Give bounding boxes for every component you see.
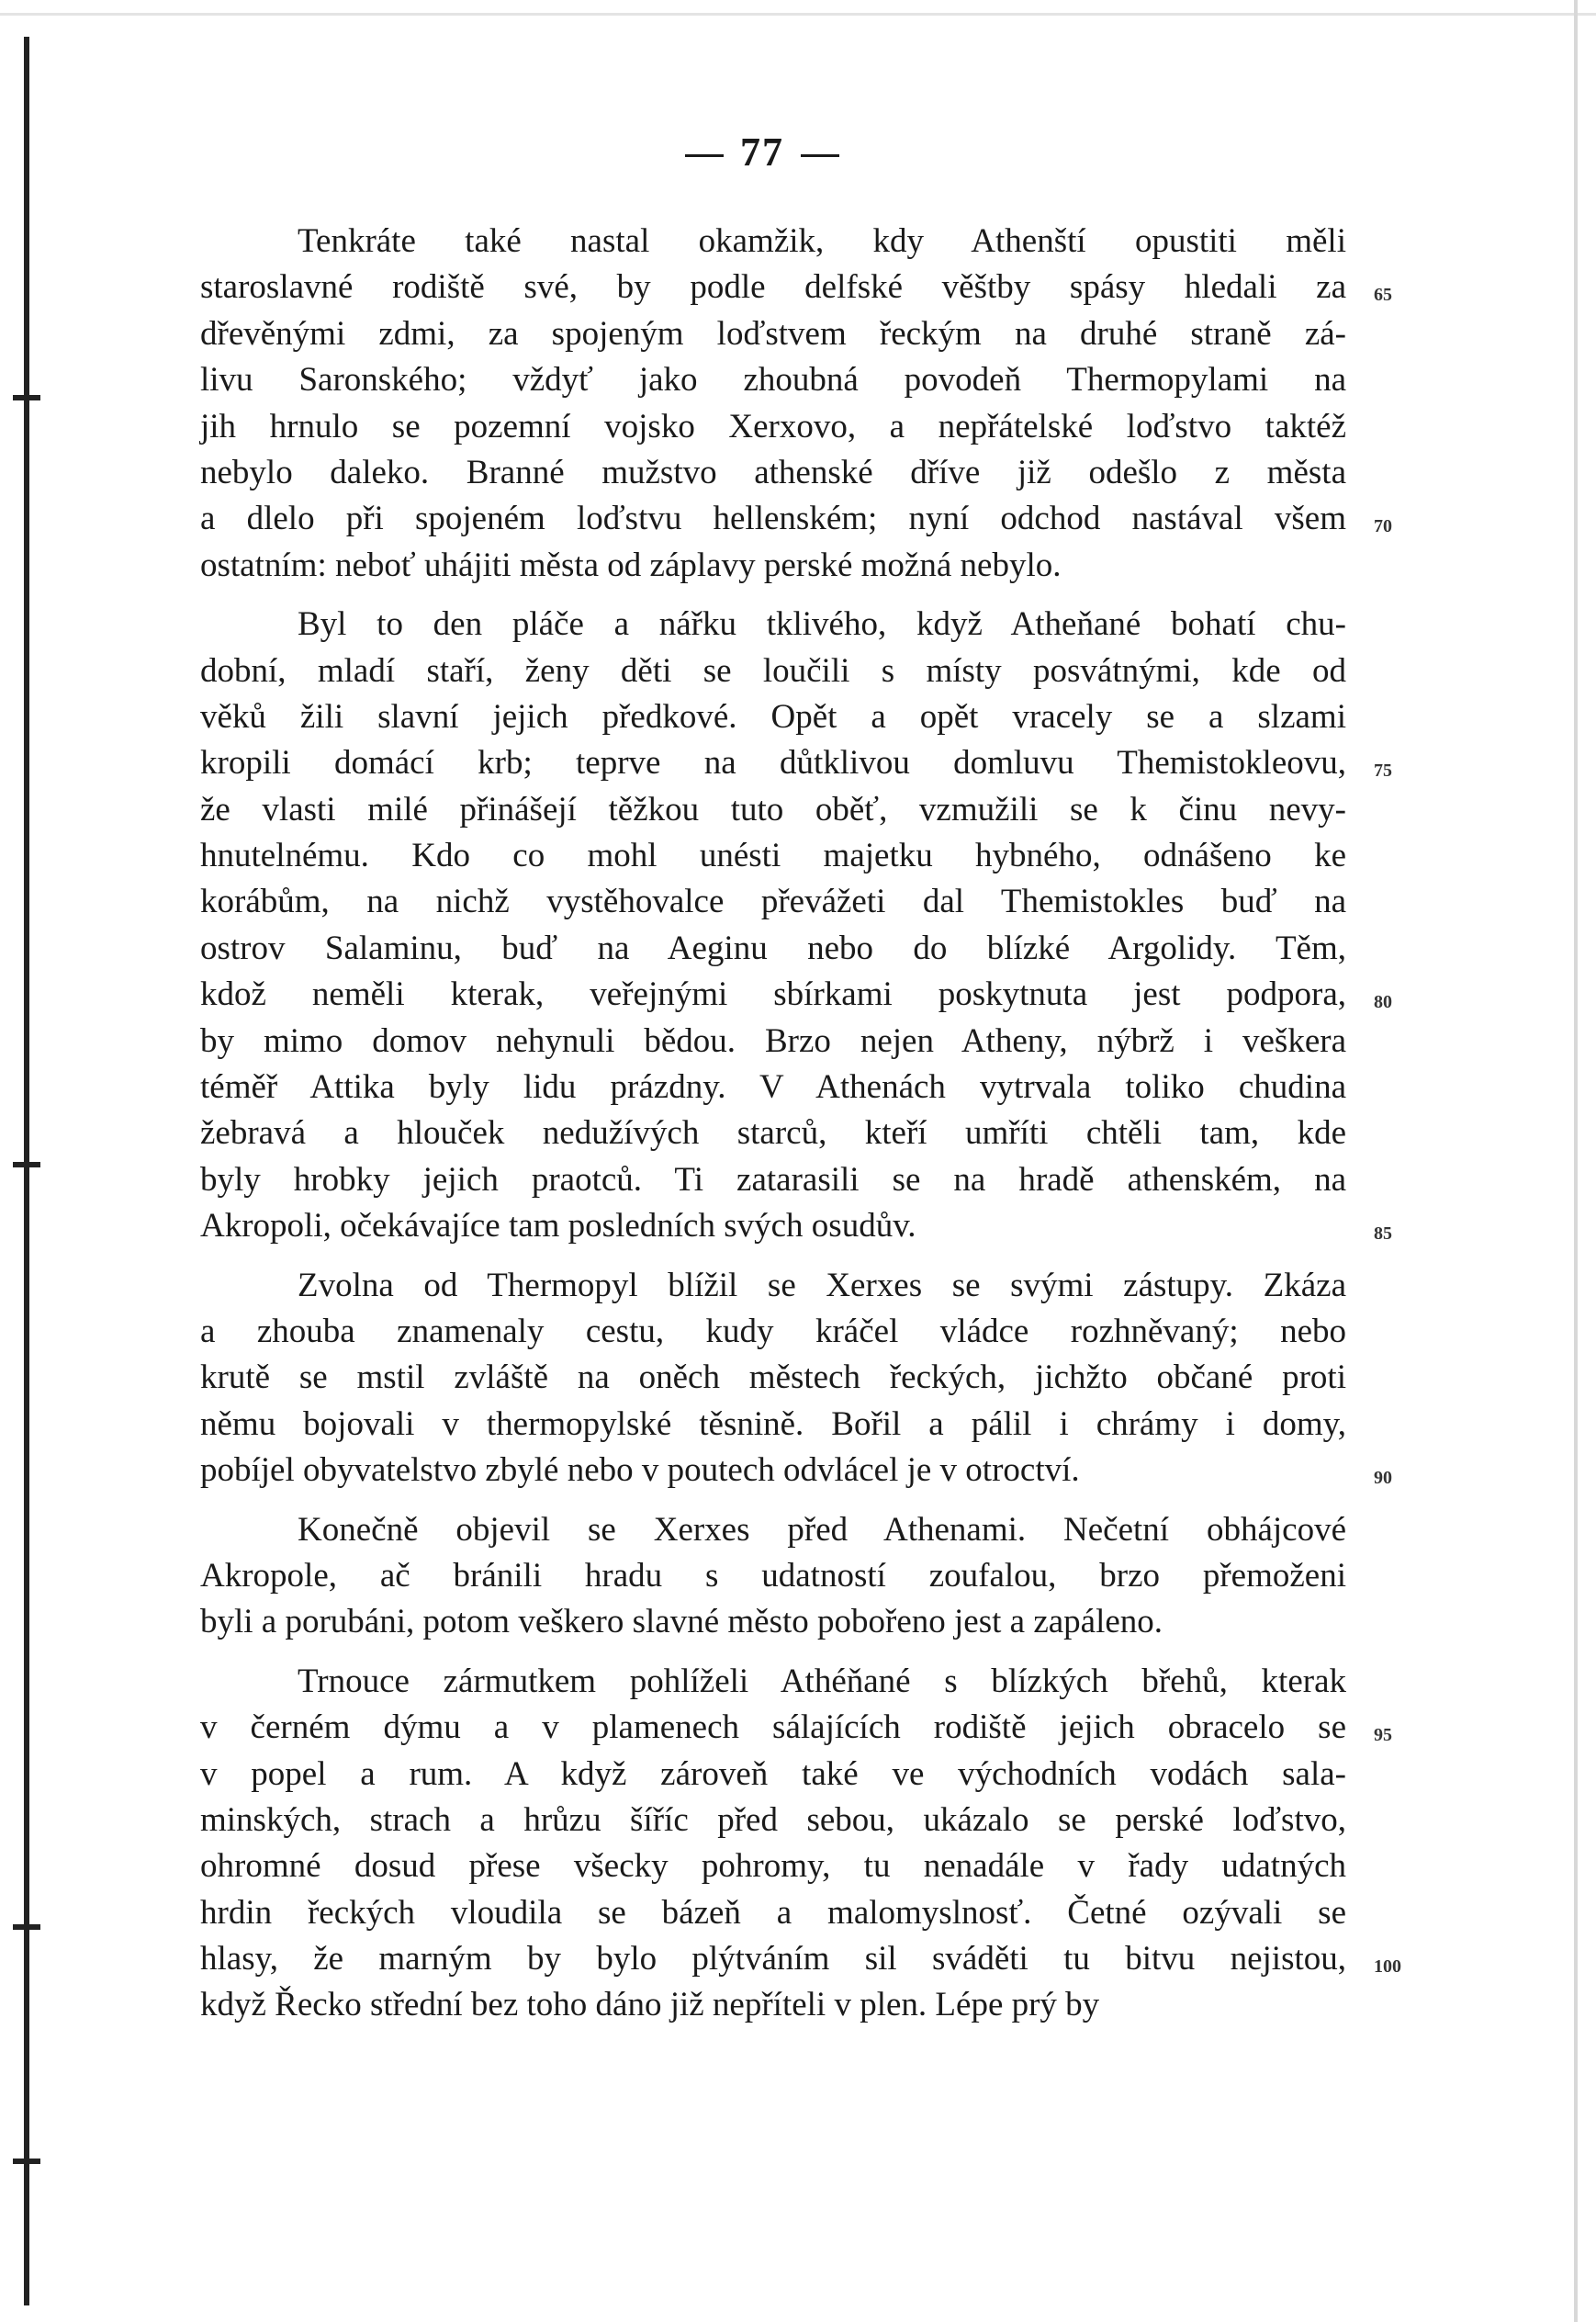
text-line — [200, 1936, 1401, 1982]
text-line — [200, 972, 1392, 1018]
text-line — [200, 1659, 1346, 1705]
text-line — [200, 1402, 1346, 1448]
line-text: ohromné dosud přese všecky pohromy, tu nenadále v řady udatných — [200, 1847, 1346, 1886]
text-line — [200, 1355, 1346, 1401]
line-text: téměř Attika byly lidu prázdny. V Athenách vytrvala toliko chudina — [200, 1068, 1346, 1107]
line-text: a zhouba znamenaly cestu, kudy kráčel vládce rozhněvaný; nebo — [200, 1312, 1346, 1350]
text-line — [200, 1448, 1392, 1494]
text-line — [200, 1599, 1346, 1645]
line-text: byli a porubáni, potom veškero slavné město pobořeno jest a zapáleno. — [200, 1603, 1163, 1641]
paragraph-gap — [200, 1494, 1346, 1507]
line-text: korábům, na nichž vystěhovalce převážeti dal Themistokles buď na — [200, 883, 1346, 921]
scan-mark — [13, 2159, 40, 2164]
line-text: žebravá a hlouček nedužívých starců, kteří umříti chtěli tam, kde — [200, 1114, 1346, 1153]
paragraph — [200, 1507, 1346, 1646]
text-line — [200, 1752, 1346, 1798]
text-line — [200, 1553, 1346, 1599]
text-line — [200, 450, 1346, 496]
line-text: Zvolna od Thermopyl blížil se Xerxes se svými zástupy. Zkáza — [298, 1266, 1346, 1304]
paragraph — [200, 602, 1392, 1249]
text-line — [200, 496, 1392, 542]
text-line — [200, 1019, 1346, 1065]
text-line — [200, 357, 1346, 403]
line-text: Trnouce zármutkem pohlíželi Athéňané s blízkých břehů, kterak — [298, 1662, 1346, 1700]
line-text: v černém dýmu a v plamenech sálajících rodiště jejich obracelo se — [200, 1708, 1346, 1747]
margin-line-number: 75 — [1374, 761, 1392, 782]
line-text: hrdin řeckých vloudila se bázeň a malomyslnosť. Četné ozývali se — [200, 1893, 1346, 1932]
margin-line-number: 70 — [1374, 516, 1392, 537]
line-text: němu bojovali v thermopylské těsnině. Bořil a pálil i chrámy i domy, — [200, 1404, 1346, 1443]
paragraph — [200, 219, 1392, 589]
text-line — [200, 1263, 1346, 1309]
line-text: by mimo domov nehynuli bědou. Brzo nejen Atheny, nýbrž i veškera — [200, 1021, 1346, 1060]
text-line — [200, 648, 1346, 694]
line-text: když Řecko střední bez toho dáno již nepříteli v plen. Lépe prý by — [200, 1986, 1100, 2024]
line-text: kdož neměli kterak, veřejnými sbírkami poskytnuta jest podpora, — [200, 975, 1346, 1014]
text-line — [200, 1203, 1392, 1249]
paragraph-gap — [200, 589, 1346, 602]
paragraph-gap — [200, 1646, 1346, 1659]
line-text: v popel a rum. A když zároveň také ve východních vodách sala- — [200, 1754, 1346, 1793]
text-line — [200, 1982, 1346, 2028]
line-text: a dlelo při spojeném loďstvu hellenském; nyní odchod nastával všem — [200, 500, 1346, 538]
paragraph-gap — [200, 1250, 1346, 1263]
margin-line-number: 85 — [1374, 1223, 1392, 1245]
body-text — [200, 219, 1401, 2029]
line-text: dřevěnými zdmi, za spojeným loďstvem řeckým na druhé straně zá- — [200, 314, 1346, 353]
text-line — [200, 926, 1346, 972]
text-line — [200, 1798, 1346, 1843]
text-line — [200, 787, 1346, 833]
text-line — [200, 602, 1346, 648]
text-line — [200, 1157, 1346, 1203]
line-text: Akropoli, očekávajíce tam posledních svých osudův. — [200, 1207, 916, 1246]
page-number: 77 — [740, 130, 784, 175]
text-line — [200, 543, 1346, 589]
scan-mark — [13, 395, 40, 400]
paragraph — [200, 1263, 1392, 1494]
scan-right-edge — [1574, 0, 1578, 2322]
scan-mark — [13, 1924, 40, 1930]
line-text: livu Saronského; vždyť jako zhoubná povodeň Thermopylami na — [200, 361, 1346, 400]
line-text: ostrov Salaminu, buď na Aeginu nebo do blízké Argolidy. Těm, — [200, 929, 1346, 967]
margin-line-number: 90 — [1374, 1468, 1392, 1489]
line-text: pobíjel obyvatelstvo zbylé nebo v poutech odvlácel je v otroctví. — [200, 1451, 1080, 1490]
text-line — [200, 1507, 1346, 1553]
text-line — [200, 219, 1346, 265]
text-line — [200, 1110, 1346, 1156]
text-line — [200, 1705, 1392, 1751]
scan-top-edge — [0, 13, 1596, 16]
line-text: hlasy, že marným by bylo plýtváním sil sváděti tu bitvu nejistou, — [200, 1940, 1346, 1978]
line-text: ostatním: neboť uhájiti města od záplavy perské možná nebylo. — [200, 546, 1062, 584]
page-number-header — [0, 129, 1524, 175]
line-text: krutě se mstil zvláště na oněch městech řeckých, jichžto občané proti — [200, 1358, 1346, 1397]
text-line — [200, 879, 1346, 925]
text-line — [200, 694, 1346, 740]
text-line — [200, 1890, 1346, 1936]
header-dash-left — [685, 154, 724, 157]
margin-line-number: 65 — [1374, 285, 1392, 306]
text-line — [200, 1309, 1346, 1355]
line-text: Konečně objevil se Xerxes před Athenami. Nečetní obhájcové — [298, 1510, 1346, 1549]
text-line — [200, 404, 1346, 450]
scan-left-edge — [24, 37, 29, 2305]
margin-line-number: 80 — [1374, 992, 1392, 1013]
paragraph — [200, 1659, 1401, 2029]
text-line — [200, 265, 1392, 310]
line-text: hnutelnému. Kdo co mohl unésti majetku hybného, odnášeno ke — [200, 837, 1346, 875]
header-dash-right — [801, 154, 839, 157]
text-line — [200, 740, 1392, 786]
line-text: věků žili slavní jejich předkové. Opět a opět vracely se a slzami — [200, 697, 1346, 736]
line-text: Byl to den pláče a nářku tklivého, když Atheňané bohatí chu- — [298, 605, 1346, 644]
line-text: že vlasti milé přinášejí těžkou tuto oběť, vzmužili se k činu nevy- — [200, 790, 1346, 828]
line-text: dobní, mladí staří, ženy děti se loučili s místy posvátnými, kde od — [200, 651, 1346, 690]
text-line — [200, 1843, 1346, 1889]
line-text: byly hrobky jejich praotců. Ti zatarasili se na hradě athenském, na — [200, 1160, 1346, 1199]
line-text: Akropole, ač bránili hradu s udatností zoufalou, brzo přemoženi — [200, 1556, 1346, 1595]
text-line — [200, 311, 1346, 357]
line-text: kropili domácí krb; teprve na důtklivou domluvu Themistokleovu, — [200, 744, 1346, 783]
line-text: nebylo daleko. Branné mužstvo athenské dříve již odešlo z města — [200, 453, 1346, 491]
line-text: jih hrnulo se pozemní vojsko Xerxovo, a nepřátelské loďstvo taktéž — [200, 407, 1346, 445]
margin-line-number: 100 — [1374, 1956, 1401, 1978]
line-text: Tenkráte také nastal okamžik, kdy Athenští opustiti měli — [298, 222, 1346, 260]
line-text: minských, strach a hrůzu šíříc před sebou, ukázalo se perské loďstvo, — [200, 1800, 1346, 1839]
line-text: staroslavné rodiště své, by podle delfské věštby spásy hledali za — [200, 268, 1346, 307]
margin-line-number: 95 — [1374, 1725, 1392, 1746]
text-line — [200, 833, 1346, 879]
scan-mark — [13, 1162, 40, 1167]
text-line — [200, 1065, 1346, 1110]
